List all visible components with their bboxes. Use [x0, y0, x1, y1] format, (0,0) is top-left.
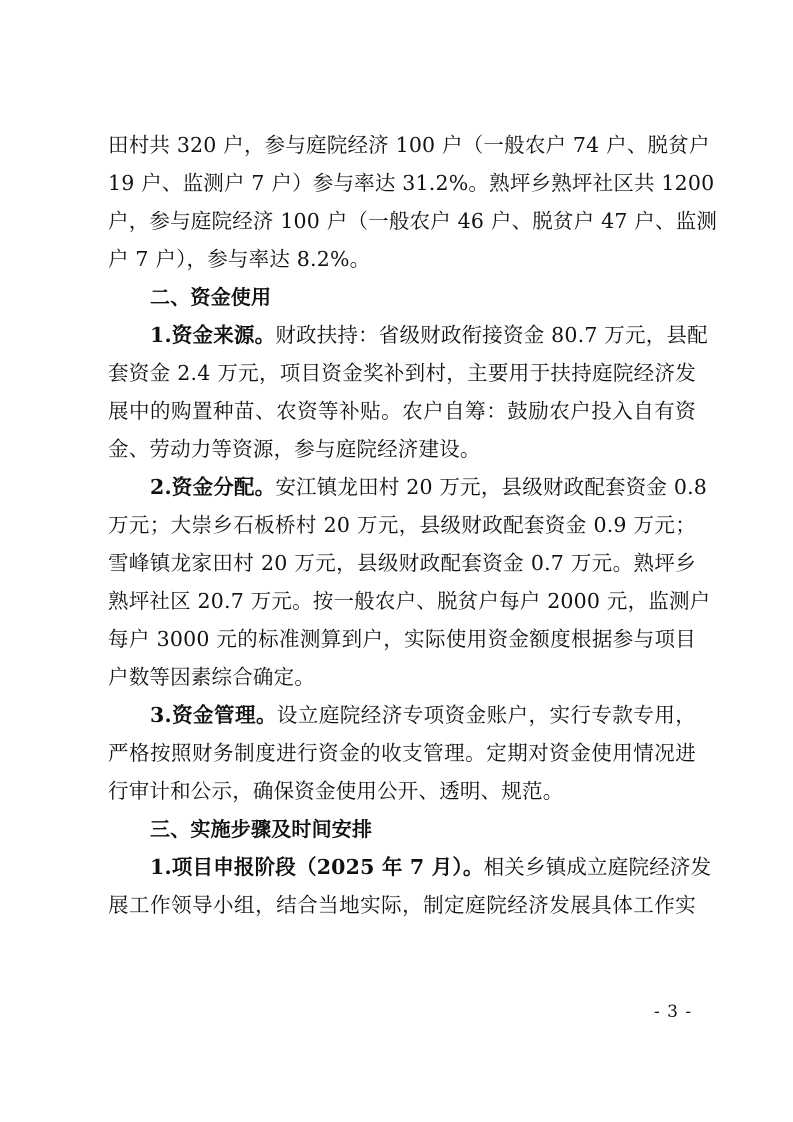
- item-funds-management-first-line: [108, 696, 696, 734]
- item-title: 1.项目申报阶段（2025 年 7 月）。: [150, 855, 484, 879]
- item-funds-allocation-first-line: [108, 468, 708, 506]
- item-text: 安江镇龙田村 20 万元，县级财政配套资金 0.8: [275, 475, 708, 499]
- item-text: 财政扶持：省级财政衔接资金 80.7 万元，县配: [275, 323, 708, 347]
- item-title: 2.资金分配。: [150, 475, 276, 499]
- item-title: 1.资金来源。: [150, 323, 276, 347]
- section-heading-funds-usage: 二、资金使用: [150, 285, 272, 309]
- paragraph-line: 严格按照财务制度进行资金的收支管理。定期对资金使用情况进: [108, 741, 696, 765]
- section-heading-implementation-steps: 三、实施步骤及时间安排: [150, 817, 373, 841]
- item-funds-source-first-line: [108, 316, 708, 354]
- paragraph-line: 每户 3000 元的标准测算到户，实际使用资金额度根据参与项目: [108, 627, 696, 651]
- page-number: - 3 -: [654, 1002, 693, 1022]
- paragraph-line: 万元；大崇乡石板桥村 20 万元，县级财政配套资金 0.9 万元；: [108, 513, 696, 537]
- paragraph-line: 行审计和公示，确保资金使用公开、透明、规范。: [108, 779, 564, 803]
- paragraph-line: 19 户、监测户 7 户）参与率达 31.2%。熟坪乡熟坪社区共 1200: [108, 171, 715, 195]
- item-text: 设立庭院经济专项资金账户，实行专款专用，: [276, 703, 696, 727]
- paragraph-line: 户 7 户），参与率达 8.2%。: [108, 247, 371, 271]
- paragraph-line: 展中的购置种苗、农资等补贴。农户自筹：鼓励农户投入自有资: [108, 399, 696, 423]
- paragraph-line: 展工作领导小组，结合当地实际，制定庭院经济发展具体工作实: [108, 893, 696, 917]
- item-title: 3.资金管理。: [150, 703, 277, 727]
- paragraph-line: 田村共 320 户，参与庭院经济 100 户（一般农户 74 户、脱贫户: [108, 133, 710, 157]
- item-text: 相关乡镇成立庭院经济发: [483, 855, 712, 879]
- document-body: [108, 126, 718, 924]
- paragraph-line: 户，参与庭院经济 100 户（一般农户 46 户、脱贫户 47 户、监测: [108, 209, 718, 233]
- item-project-application-first-line: [108, 848, 712, 886]
- paragraph-line: 金、劳动力等资源，参与庭院经济建设。: [108, 437, 481, 461]
- paragraph-line: 熟坪社区 20.7 万元。按一般农户、脱贫户每户 2000 元，监测户: [108, 589, 711, 613]
- paragraph-line: 套资金 2.4 万元，项目资金奖补到村，主要用于扶持庭院经济发: [108, 361, 696, 385]
- paragraph-line: 户数等因素综合确定。: [108, 665, 315, 689]
- paragraph-line: 雪峰镇龙家田村 20 万元，县级财政配套资金 0.7 万元。熟坪乡: [108, 551, 696, 575]
